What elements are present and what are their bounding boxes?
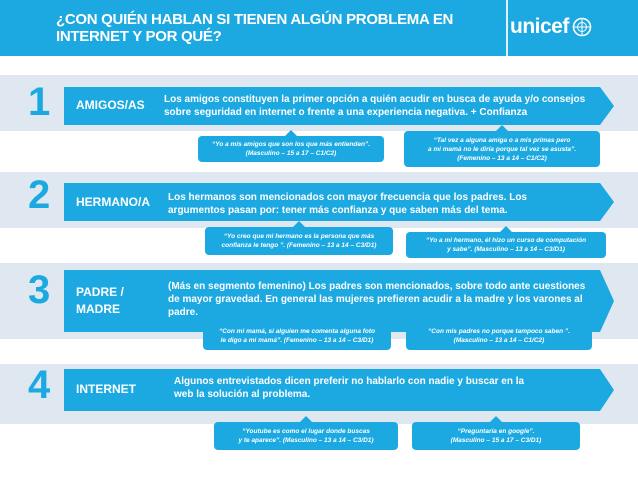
- quote-text-1a: “Yo a mis amigos que son los que más entienden”. (Masculino – 15 a 17 – C1/C2): [212, 141, 370, 157]
- unicef-logo: [510, 14, 592, 40]
- section-number-2: 2: [28, 173, 51, 217]
- quote-bubble-3a: [203, 322, 391, 350]
- section-number-4: 4: [28, 363, 51, 407]
- section-text-2: Los hermanos son mencionados con mayor frecuencia que los padres. Los argumentos pasan por: tener más confianza y que saben más del tema.: [168, 192, 527, 216]
- section-label-4: INTERNET: [76, 382, 136, 396]
- quote-text-4b: “Preguntaría en google”. (Masculino – 15 a 17 – C3/D1): [450, 428, 542, 444]
- quote-text-1b: “Tal vez a alguna amiga o a mis primas pero a mi mamá no le diría porque tal vez se asusta”. (Femenino – 13 a 14 – C1/C2): [427, 136, 577, 162]
- page-title: ¿CON QUIÉN HABLAN SI TIENEN ALGÚN PROBLEMA EN INTERNET Y POR QUÉ?: [56, 11, 454, 45]
- quote-bubble-4b: [412, 422, 580, 450]
- section-text-3: (Más en segmento femenino) Los padres son mencionados, sobre todo ante cuestiones de mayor gravedad. En general las mujeres prefieren acudir a la madre y los varones al padre.: [168, 281, 586, 318]
- quote-text-3a: “Con mi mamá, si alguien me comenta alguna foto le digo a mi mamá”. (Femenino – 13 a 14 – C3/D1): [218, 328, 376, 344]
- quote-bubble-2a: [205, 227, 393, 255]
- section-label-1: AMIGOS/AS: [76, 98, 145, 112]
- section-label-2: HERMANO/A: [76, 195, 150, 209]
- quote-bubble-1a: [198, 136, 384, 162]
- logo-wordmark: unicef: [510, 15, 569, 38]
- quote-text-4a: “Youtube es como el lugar donde buscas y te aparece”. (Masculino – 13 a 14 – C3/D1): [238, 428, 374, 444]
- quote-text-3b: “Con mis padres no porque tampoco saben ”. (Masculino – 13 a 14 – C1/C2): [428, 328, 570, 344]
- header-bar: [0, 0, 638, 56]
- section-label-3: PADRE / MADRE: [76, 285, 124, 316]
- section-text-1: Los amigos constituyen la primer opción a quién acudir en busca de ayuda y/o consejos sobre seguridad en internet o frente a una experiencia negativa. + Confianza: [164, 94, 586, 118]
- quote-bubble-3b: [406, 322, 592, 350]
- quote-bubble-4a: [214, 422, 398, 450]
- section-number-1: 1: [28, 80, 51, 124]
- quote-bubble-2b: [406, 232, 606, 258]
- section-text-4: Algunos entrevistados dicen preferir no hablarlo con nadie y buscar en la web la solución al problema.: [174, 376, 525, 400]
- quote-text-2b: “Yo a mi hermano, él hizo un curso de computación y sabe”. (Masculino – 13 a 14 – C3/D1): [425, 237, 587, 253]
- quote-text-2a: “Yo creo que mi hermano es la persona que más confianza le tengo ”. (Femenino – 13 a 14 – C3/D1): [221, 233, 377, 249]
- header-divider: [506, 0, 508, 56]
- quote-bubble-1b: [404, 131, 600, 167]
- section-number-3: 3: [28, 268, 51, 312]
- globe-emblem-icon: [572, 17, 592, 37]
